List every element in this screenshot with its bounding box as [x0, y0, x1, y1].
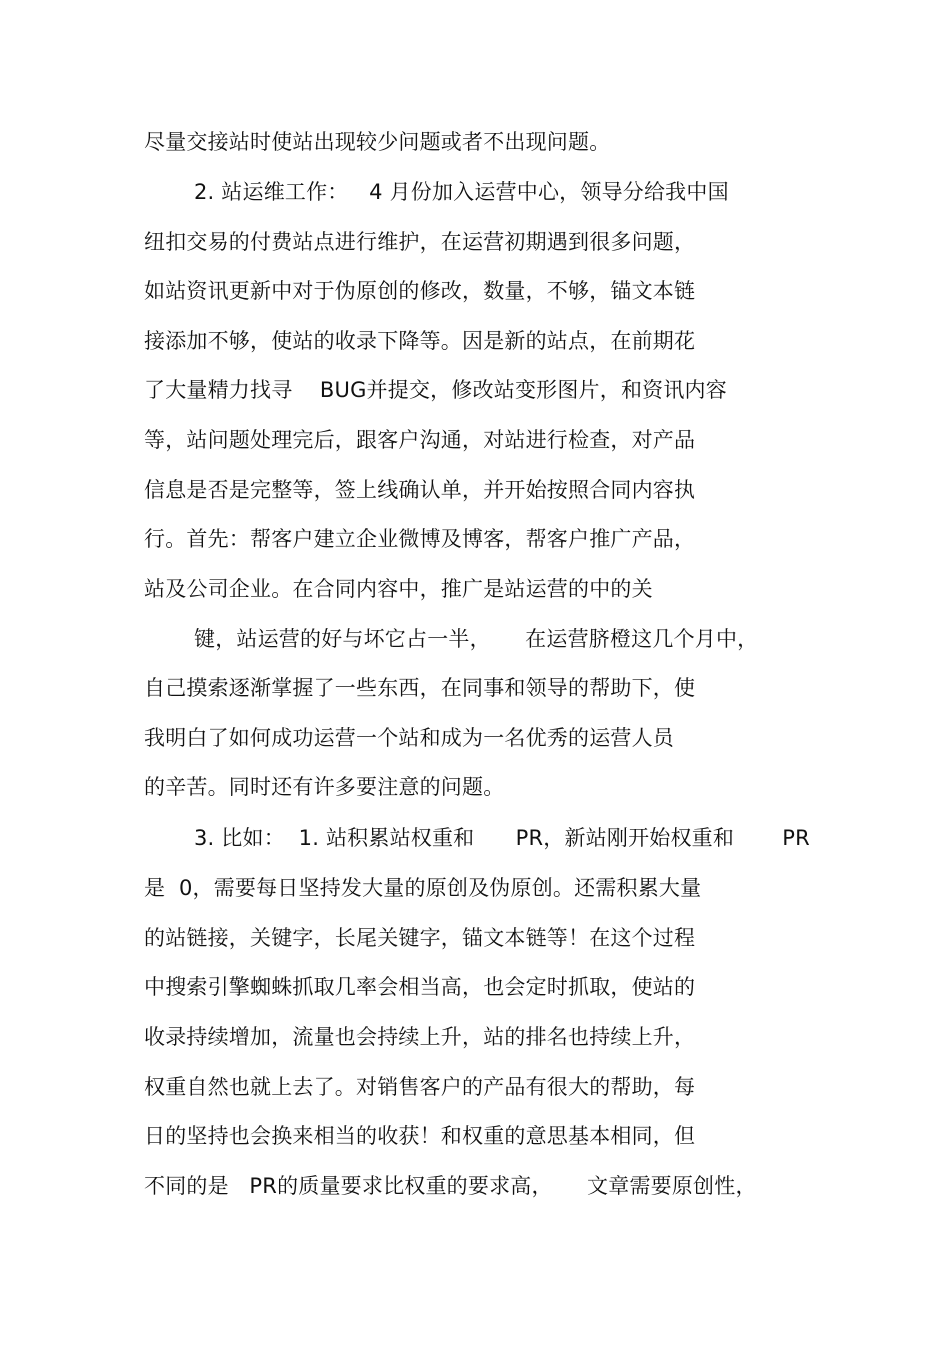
- text-line: 尽量交接站时使站出现较少问题或者不出现问题。: [144, 130, 611, 154]
- text-line: 的辛苦。同时还有许多要注意的问题。: [144, 775, 505, 799]
- text-line: 键，站运营的好与坏它占一半， 在运营脐橙这几个月中，: [194, 627, 759, 651]
- text-line: 3. 比如： 1. 站积累站权重和 PR，新站刚开始权重和 PR: [194, 826, 810, 850]
- text-line: 如站资讯更新中对于伪原创的修改，数量，不够，锚文本链: [144, 279, 696, 303]
- text-line: 行。首先：帮客户建立企业微博及博客，帮客户推广产品，: [144, 527, 696, 551]
- text-line: 收录持续增加，流量也会持续上升，站的排名也持续上升，: [144, 1025, 696, 1049]
- text-line: 2. 站运维工作： 4 月份加入运营中心，领导分给我中国: [194, 180, 729, 204]
- text-line: 我明白了如何成功运营一个站和成为一名优秀的运营人员: [144, 726, 674, 750]
- text-line: 等，站问题处理完后，跟客户沟通，对站进行检查，对产品: [144, 428, 696, 452]
- text-line: 纽扣交易的付费站点进行维护，在运营初期遇到很多问题，: [144, 230, 696, 254]
- text-line: 权重自然也就上去了。对销售客户的产品有很大的帮助，每: [144, 1075, 696, 1099]
- text-line: 站及公司企业。在合同内容中，推广是站运营的中的关: [144, 577, 653, 601]
- text-line: 不同的是 PR的质量要求比权重的要求高， 文章需要原创性，: [144, 1174, 757, 1198]
- text-line: 中搜索引擎蜘蛛抓取几率会相当高，也会定时抓取，使站的: [144, 975, 696, 999]
- text-line: 的站链接，关键字，长尾关键字，锚文本链等！在这个过程: [144, 926, 696, 950]
- text-line: 日的坚持也会换来相当的收获！和权重的意思基本相同，但: [144, 1124, 696, 1148]
- text-line: 了大量精力找寻 BUG并提交，修改站变形图片，和资讯内容: [144, 378, 727, 402]
- text-line: 接添加不够，使站的收录下降等。因是新的站点，在前期花: [144, 329, 696, 353]
- text-line: 自己摸索逐渐掌握了一些东西，在同事和领导的帮助下，使: [144, 676, 696, 700]
- text-line: 信息是否是完整等，签上线确认单，并开始按照合同内容执: [144, 478, 696, 502]
- text-line: 是 0，需要每日坚持发大量的原创及伪原创。还需积累大量: [144, 876, 702, 900]
